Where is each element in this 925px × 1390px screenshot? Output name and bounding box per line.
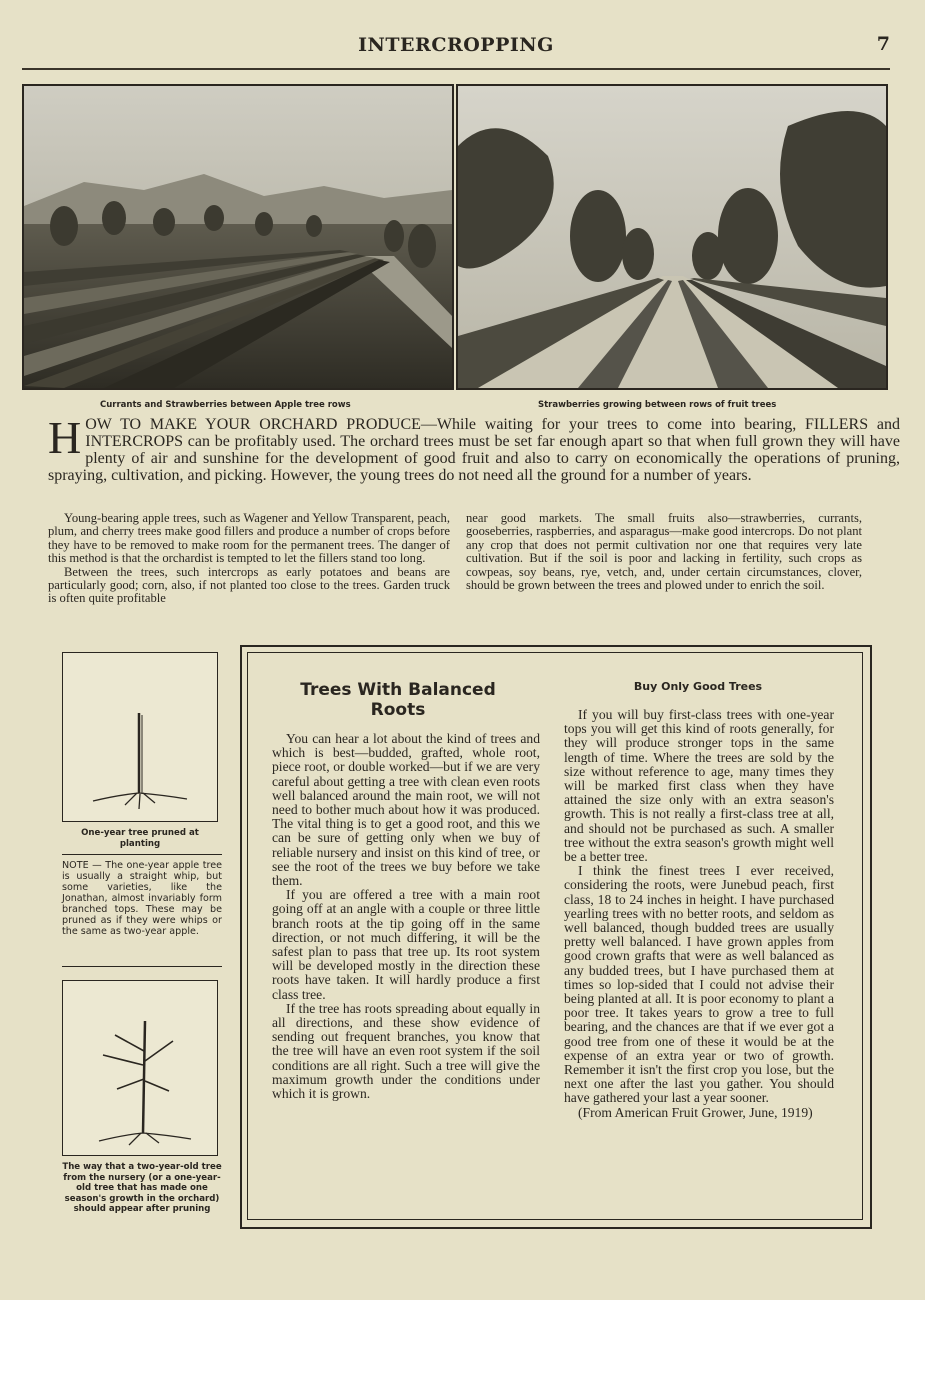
running-head: [22, 30, 890, 70]
box-paragraph: You can hear a lot about the kind of trees and which is best—budded, grafted, whole root, piece root, or double worked—but if we are very careful about getting a tree with clean even roots well balanced around the main root, we will not need to bother much about how it was produced. The vital thing is to get a good root, and this we can be sure of getting only when we buy of reliable nursery and insist on this kind of tree, or see the root of the trees we buy before we take them.: [272, 731, 540, 889]
photo-caption-right: Strawberries growing between rows of fruit trees: [538, 400, 777, 410]
photo-fruit-tree-rows: [456, 84, 888, 390]
sidebar-note: NOTE — The one-year apple tree is usually a straight whip, but some varieties, like the Jonathan, almost invariably form branched tops. These may be pruned as if they were whips or the same as two-year apple.: [62, 860, 222, 937]
figure-caption-one-year: One-year tree pruned at planting: [81, 828, 199, 849]
branched-tree-drawing: [63, 981, 217, 1155]
body-paragraph: Between the trees, such intercrops as early potatoes and beans are particularly good; corn, also, if not planted too close to the trees. Garden truck is often quite profitable: [48, 564, 450, 606]
one-year-tree-figure: [62, 652, 218, 822]
lead-text: OW TO MAKE YOUR ORCHARD PRODUCE—While waiting for your trees to come into bearing, FILLERS and INTERCROPS can be profitably used. The orchard trees must be set far enough apart so that when full grown they will have plenty of air and sunshine for the development of good fruit and also to carry on economically the operations of pruning, spraying, cultivation, and picking. However, the young trees do not need all the ground for a number of years.: [48, 416, 900, 484]
two-year-tree-figure: [62, 980, 218, 1156]
box-subheading: Buy Only Good Trees: [633, 680, 763, 693]
photo-apple-rows: [22, 84, 454, 390]
box-paragraph: If you are offered a tree with a main root going off at an angle with a couple or three little branch roots at the tip going off in the same direction, or not much differing, it will be the safest plan to pass that tree up. Its root system will be developed mostly in the direction these roots have taken. It will hardly produce a first class tree.: [272, 887, 540, 1002]
box-paragraph: I think the finest trees I ever received, considering the roots, were Junebud peach, first class, 18 to 24 inches in height. I have purchased yearling trees with no better roots, and seldom as well balanced, though budded trees are usually pretty well balanced. I have grown apples from good crown grafts that were as well balanced as any budded trees, but I have purchased them at times so lop-sided that I could not advise their being planted at all. It is poor economy to plant a poor tree. It takes years to grow a tree to full bearing, and the chances are that if we ever got a good tree from one of these it would be at the expense of an extra year or two of growth. Remember it isn't the first crop you lose, but the next one after the last you gather. You should have gathered your last a year sooner.: [564, 863, 834, 1106]
box-title: Trees With Balanced Roots: [300, 680, 496, 720]
whip-tree-drawing: [63, 653, 217, 821]
divider: [62, 854, 222, 855]
body-column-right: [466, 512, 862, 592]
lead-paragraph: [48, 412, 900, 484]
photo-caption-left: Currants and Strawberries between Apple tree rows: [100, 400, 351, 410]
box-column-left: [272, 732, 540, 1101]
box-column-right: [564, 708, 834, 1120]
divider: [62, 966, 222, 967]
body-paragraph: Young-bearing apple trees, such as Wagener and Yellow Transparent, peach, plum, and cherry trees make good fillers and produce a number of crops before they have to be removed to make room for the permanent trees. The danger of this method is that the orchardist is tempted to let the fillers stand too long.: [48, 511, 450, 566]
box-source: (From American Fruit Grower, June, 1919): [578, 1104, 813, 1120]
figure-caption-two-year: The way that a two-year-old tree from the nursery (or a one-year-old tree that has made one season's growth in the orchard) should appear after pruning: [62, 1162, 222, 1214]
page-title: INTERCROPPING: [358, 34, 554, 56]
box-paragraph: If you will buy first-class trees with one-year tops you will get this kind of roots generally, for they will produce stronger tops in the same length of time. Where the trees are sold by the size without reference to age, many times they will be marked first class when they have attained the size only with an extra season's growth. This is not really a first-class tree at all, and should not be purchased as such. A smaller tree without the extra season's growth might well be a better tree.: [564, 707, 834, 865]
body-column-left: [48, 512, 450, 606]
body-paragraph: near good markets. The small fruits also—strawberries, currants, gooseberries, raspberries, and asparagus—make good intercrops. Do not plant any crop that does not permit cultivation nor one that requires very late cultivation. But if the soil is poor and lacking in fertility, such crops as cowpeas, soy beans, rye, vetch, and, under certain circumstances, clover, should be grown between the trees and plowed under to enrich the soil.: [466, 511, 862, 593]
box-paragraph: If the tree has roots spreading about equally in all directions, and these show evidence of sending out frequent branches, you know that the tree will have an even root system if the soil conditions are all right. Such a tree will give the maximum growth under the conditions under which it is grown.: [272, 1000, 540, 1102]
drop-cap: H: [48, 412, 82, 463]
page-number: 7: [876, 33, 890, 55]
